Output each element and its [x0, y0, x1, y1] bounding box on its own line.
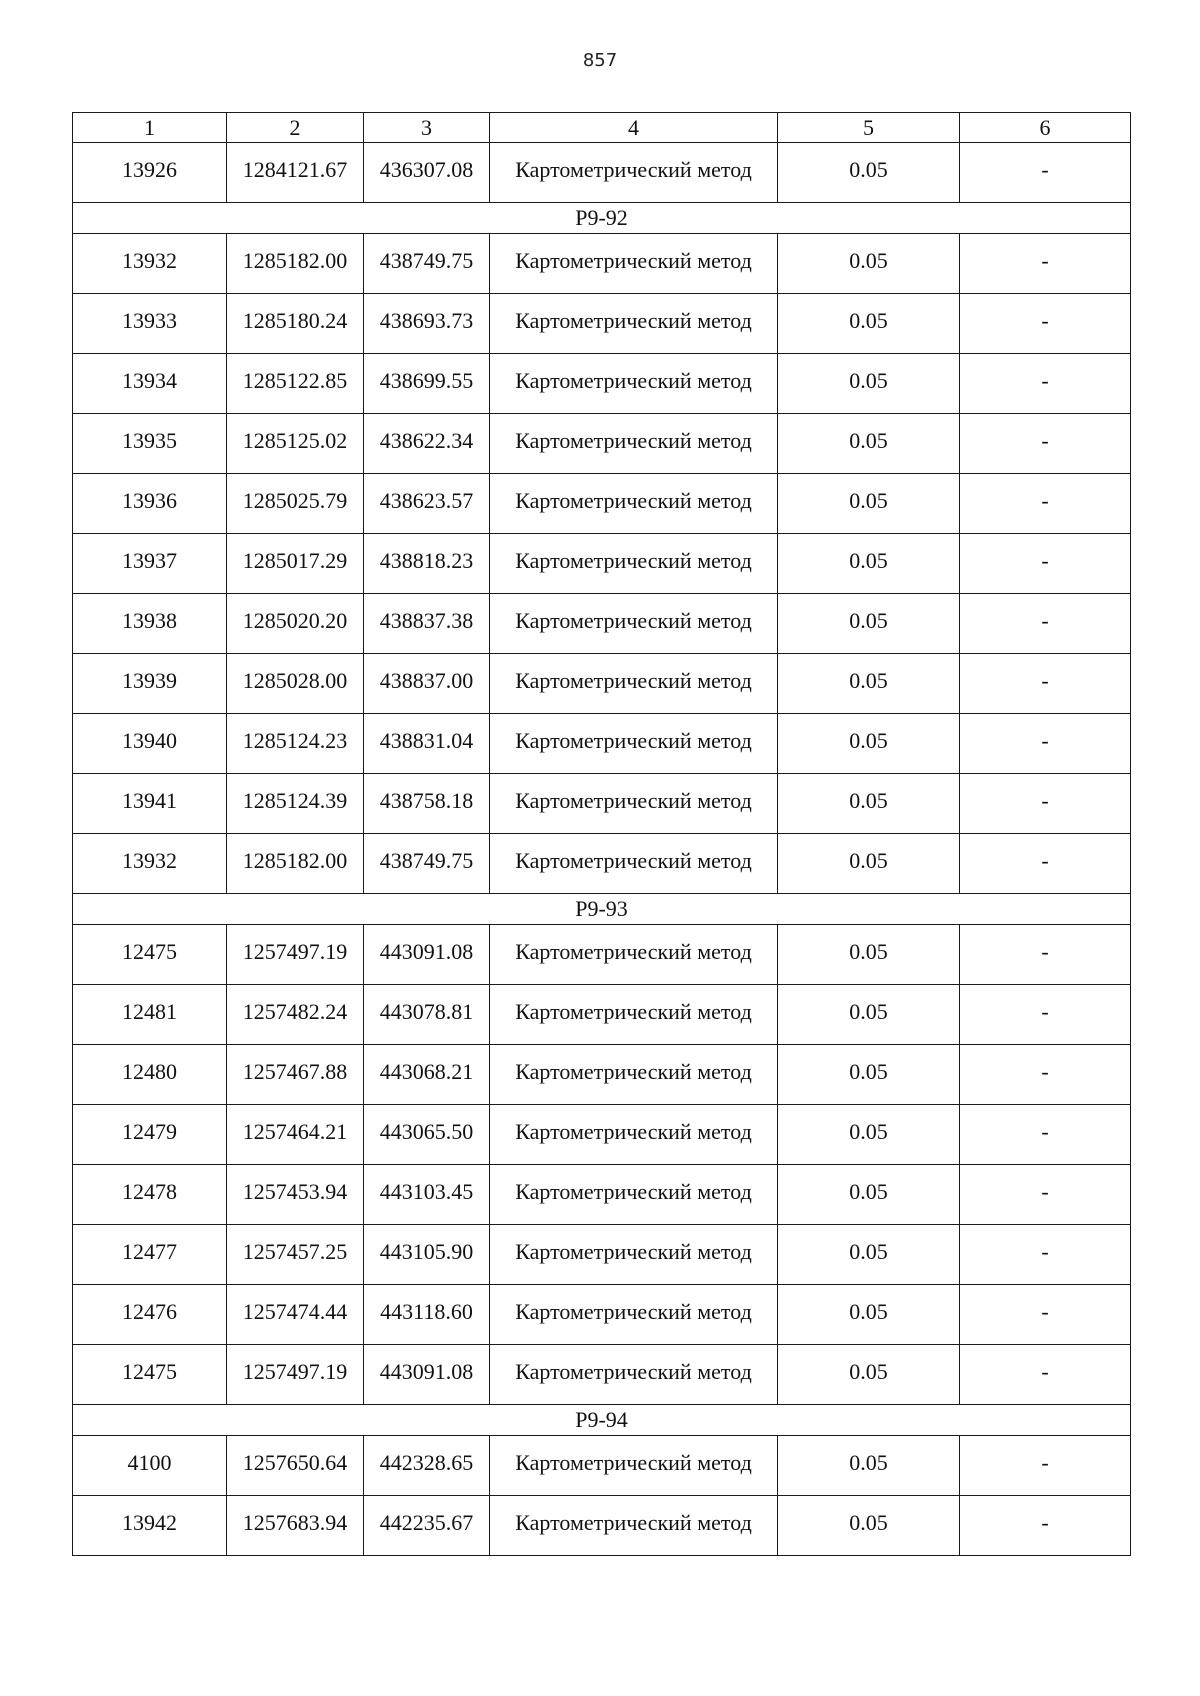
table-row — [73, 985, 1131, 1045]
point-number-cell: 13938 — [73, 594, 227, 654]
x-coordinate-cell: 1285180.24 — [227, 294, 364, 354]
accuracy-cell: 0.05 — [778, 1105, 960, 1165]
x-coordinate-cell: 1285182.00 — [227, 234, 364, 294]
method-cell: Картометрический метод — [490, 1285, 778, 1345]
point-number-cell: 13942 — [73, 1496, 227, 1556]
method-cell: Картометрический метод — [490, 234, 778, 294]
x-coordinate-cell: 1257474.44 — [227, 1285, 364, 1345]
x-coordinate-cell: 1285125.02 — [227, 414, 364, 474]
y-coordinate-cell: 436307.08 — [364, 143, 490, 203]
y-coordinate-cell: 443091.08 — [364, 1345, 490, 1405]
point-number-cell: 13935 — [73, 414, 227, 474]
section-label: Р9-92 — [73, 203, 1131, 234]
note-cell: - — [960, 294, 1131, 354]
point-number-cell: 12476 — [73, 1285, 227, 1345]
table-row — [73, 1165, 1131, 1225]
method-cell: Картометрический метод — [490, 774, 778, 834]
x-coordinate-cell: 1285017.29 — [227, 534, 364, 594]
accuracy-cell: 0.05 — [778, 1436, 960, 1496]
column-header: 5 — [778, 113, 960, 143]
method-cell: Картометрический метод — [490, 294, 778, 354]
y-coordinate-cell: 438699.55 — [364, 354, 490, 414]
accuracy-cell: 0.05 — [778, 654, 960, 714]
x-coordinate-cell: 1284121.67 — [227, 143, 364, 203]
table-row — [73, 143, 1131, 203]
y-coordinate-cell: 438749.75 — [364, 834, 490, 894]
method-cell: Картометрический метод — [490, 714, 778, 774]
note-cell: - — [960, 594, 1131, 654]
y-coordinate-cell: 438837.00 — [364, 654, 490, 714]
table-row — [73, 1496, 1131, 1556]
method-cell: Картометрический метод — [490, 834, 778, 894]
table-row — [73, 294, 1131, 354]
point-number-cell: 4100 — [73, 1436, 227, 1496]
section-row — [73, 894, 1131, 925]
note-cell: - — [960, 474, 1131, 534]
table-header-row — [73, 113, 1131, 143]
y-coordinate-cell: 443065.50 — [364, 1105, 490, 1165]
x-coordinate-cell: 1285124.39 — [227, 774, 364, 834]
y-coordinate-cell: 443103.45 — [364, 1165, 490, 1225]
accuracy-cell: 0.05 — [778, 1285, 960, 1345]
method-cell: Картометрический метод — [490, 1436, 778, 1496]
x-coordinate-cell: 1285124.23 — [227, 714, 364, 774]
x-coordinate-cell: 1285025.79 — [227, 474, 364, 534]
x-coordinate-cell: 1257497.19 — [227, 925, 364, 985]
x-coordinate-cell: 1257497.19 — [227, 1345, 364, 1405]
accuracy-cell: 0.05 — [778, 534, 960, 594]
accuracy-cell: 0.05 — [778, 294, 960, 354]
note-cell: - — [960, 654, 1131, 714]
table-row — [73, 1436, 1131, 1496]
table-row — [73, 594, 1131, 654]
method-cell: Картометрический метод — [490, 414, 778, 474]
x-coordinate-cell: 1257683.94 — [227, 1496, 364, 1556]
method-cell: Картометрический метод — [490, 143, 778, 203]
table-row — [73, 925, 1131, 985]
note-cell: - — [960, 414, 1131, 474]
x-coordinate-cell: 1285020.20 — [227, 594, 364, 654]
table-row — [73, 714, 1131, 774]
table-row — [73, 534, 1131, 594]
table-body — [73, 143, 1131, 1556]
point-number-cell: 13937 — [73, 534, 227, 594]
column-header: 6 — [960, 113, 1131, 143]
accuracy-cell: 0.05 — [778, 774, 960, 834]
accuracy-cell: 0.05 — [778, 1345, 960, 1405]
table-row — [73, 1045, 1131, 1105]
method-cell: Картометрический метод — [490, 1105, 778, 1165]
y-coordinate-cell: 438818.23 — [364, 534, 490, 594]
note-cell: - — [960, 925, 1131, 985]
method-cell: Картометрический метод — [490, 1045, 778, 1105]
note-cell: - — [960, 1105, 1131, 1165]
point-number-cell: 12475 — [73, 925, 227, 985]
y-coordinate-cell: 442328.65 — [364, 1436, 490, 1496]
y-coordinate-cell: 438749.75 — [364, 234, 490, 294]
page-number: 857 — [582, 50, 618, 71]
method-cell: Картометрический метод — [490, 1165, 778, 1225]
method-cell: Картометрический метод — [490, 925, 778, 985]
accuracy-cell: 0.05 — [778, 594, 960, 654]
accuracy-cell: 0.05 — [778, 354, 960, 414]
y-coordinate-cell: 443091.08 — [364, 925, 490, 985]
accuracy-cell: 0.05 — [778, 985, 960, 1045]
accuracy-cell: 0.05 — [778, 414, 960, 474]
accuracy-cell: 0.05 — [778, 834, 960, 894]
accuracy-cell: 0.05 — [778, 1045, 960, 1105]
point-number-cell: 13933 — [73, 294, 227, 354]
point-number-cell: 12477 — [73, 1225, 227, 1285]
note-cell: - — [960, 834, 1131, 894]
note-cell: - — [960, 1285, 1131, 1345]
method-cell: Картометрический метод — [490, 354, 778, 414]
y-coordinate-cell: 438623.57 — [364, 474, 490, 534]
x-coordinate-cell: 1257482.24 — [227, 985, 364, 1045]
point-number-cell: 13940 — [73, 714, 227, 774]
column-header: 4 — [490, 113, 778, 143]
table-row — [73, 474, 1131, 534]
method-cell: Картометрический метод — [490, 1225, 778, 1285]
point-number-cell: 13934 — [73, 354, 227, 414]
method-cell: Картометрический метод — [490, 985, 778, 1045]
table-row — [73, 354, 1131, 414]
y-coordinate-cell: 443068.21 — [364, 1045, 490, 1105]
method-cell: Картометрический метод — [490, 594, 778, 654]
note-cell: - — [960, 1496, 1131, 1556]
point-number-cell: 13932 — [73, 834, 227, 894]
point-number-cell: 12480 — [73, 1045, 227, 1105]
y-coordinate-cell: 438831.04 — [364, 714, 490, 774]
section-label: Р9-94 — [73, 1405, 1131, 1436]
y-coordinate-cell: 442235.67 — [364, 1496, 490, 1556]
note-cell: - — [960, 234, 1131, 294]
point-number-cell: 12475 — [73, 1345, 227, 1405]
y-coordinate-cell: 443078.81 — [364, 985, 490, 1045]
point-number-cell: 13939 — [73, 654, 227, 714]
section-label: Р9-93 — [73, 894, 1131, 925]
y-coordinate-cell: 438622.34 — [364, 414, 490, 474]
point-number-cell: 13936 — [73, 474, 227, 534]
x-coordinate-cell: 1257464.21 — [227, 1105, 364, 1165]
y-coordinate-cell: 438837.38 — [364, 594, 490, 654]
column-header: 3 — [364, 113, 490, 143]
section-row — [73, 203, 1131, 234]
table-row — [73, 1105, 1131, 1165]
accuracy-cell: 0.05 — [778, 143, 960, 203]
y-coordinate-cell: 443105.90 — [364, 1225, 490, 1285]
accuracy-cell: 0.05 — [778, 1225, 960, 1285]
coordinates-table — [72, 112, 1131, 1556]
column-header: 1 — [73, 113, 227, 143]
x-coordinate-cell: 1257467.88 — [227, 1045, 364, 1105]
method-cell: Картометрический метод — [490, 1496, 778, 1556]
method-cell: Картометрический метод — [490, 534, 778, 594]
table-row — [73, 774, 1131, 834]
point-number-cell: 12479 — [73, 1105, 227, 1165]
column-header: 2 — [227, 113, 364, 143]
table-row — [73, 1225, 1131, 1285]
x-coordinate-cell: 1285182.00 — [227, 834, 364, 894]
table-row — [73, 1345, 1131, 1405]
table-row — [73, 234, 1131, 294]
method-cell: Картометрический метод — [490, 1345, 778, 1405]
note-cell: - — [960, 1225, 1131, 1285]
table-row — [73, 414, 1131, 474]
x-coordinate-cell: 1257650.64 — [227, 1436, 364, 1496]
note-cell: - — [960, 714, 1131, 774]
table-row — [73, 1285, 1131, 1345]
accuracy-cell: 0.05 — [778, 1496, 960, 1556]
note-cell: - — [960, 143, 1131, 203]
note-cell: - — [960, 1345, 1131, 1405]
y-coordinate-cell: 438758.18 — [364, 774, 490, 834]
note-cell: - — [960, 985, 1131, 1045]
accuracy-cell: 0.05 — [778, 1165, 960, 1225]
x-coordinate-cell: 1285028.00 — [227, 654, 364, 714]
accuracy-cell: 0.05 — [778, 234, 960, 294]
note-cell: - — [960, 354, 1131, 414]
x-coordinate-cell: 1257457.25 — [227, 1225, 364, 1285]
table-row — [73, 654, 1131, 714]
point-number-cell: 13941 — [73, 774, 227, 834]
accuracy-cell: 0.05 — [778, 925, 960, 985]
note-cell: - — [960, 774, 1131, 834]
accuracy-cell: 0.05 — [778, 714, 960, 774]
table-row — [73, 834, 1131, 894]
note-cell: - — [960, 1165, 1131, 1225]
point-number-cell: 12481 — [73, 985, 227, 1045]
note-cell: - — [960, 534, 1131, 594]
y-coordinate-cell: 438693.73 — [364, 294, 490, 354]
note-cell: - — [960, 1436, 1131, 1496]
x-coordinate-cell: 1285122.85 — [227, 354, 364, 414]
method-cell: Картометрический метод — [490, 654, 778, 714]
accuracy-cell: 0.05 — [778, 474, 960, 534]
note-cell: - — [960, 1045, 1131, 1105]
point-number-cell: 13932 — [73, 234, 227, 294]
section-row — [73, 1405, 1131, 1436]
method-cell: Картометрический метод — [490, 474, 778, 534]
point-number-cell: 13926 — [73, 143, 227, 203]
point-number-cell: 12478 — [73, 1165, 227, 1225]
x-coordinate-cell: 1257453.94 — [227, 1165, 364, 1225]
y-coordinate-cell: 443118.60 — [364, 1285, 490, 1345]
